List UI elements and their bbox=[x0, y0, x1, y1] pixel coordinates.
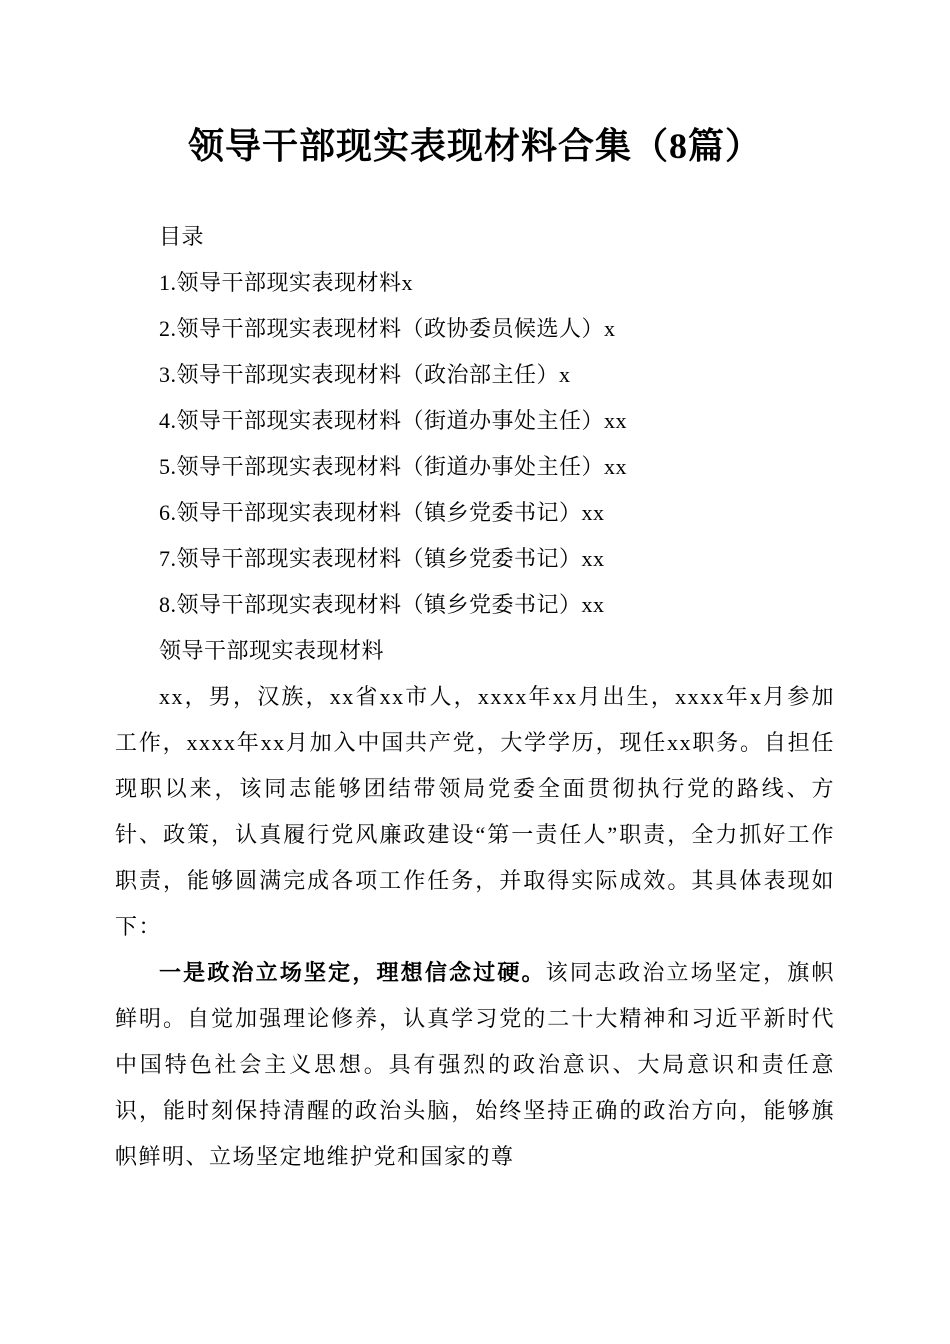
table-of-contents bbox=[115, 214, 835, 628]
toc-item: 8.领导干部现实表现材料（镇乡党委书记）xx bbox=[159, 592, 605, 617]
toc-item: 5.领导干部现实表现材料（街道办事处主任）xx bbox=[159, 454, 628, 479]
toc-item: 3.领导干部现实表现材料（政治部主任）x bbox=[159, 362, 571, 387]
toc-item: 1.领导干部现实表现材料x bbox=[159, 270, 414, 295]
toc-item: 6.领导干部现实表现材料（镇乡党委书记）xx bbox=[159, 500, 605, 525]
section-heading: 领导干部现实表现材料 bbox=[159, 638, 385, 663]
toc-item: 4.领导干部现实表现材料（街道办事处主任）xx bbox=[159, 408, 628, 433]
paragraph-intro: xx，男，汉族，xx省xx市人，xxxx年xx月出生，xxxx年x月参加工作，xxxx年xx月加入中国共产党，大学学历，现任xx职务。自担任现职以来，该同志能够团结带领局党委全面贯彻执行党的路线、方针、政策，认真履行党风廉政建设“第一责任人”职责，全力抓好工作职责，能够圆满完成各项工作任务，并取得实际成效。其具体表现如下： bbox=[115, 684, 835, 939]
toc-item: 7.领导干部现实表现材料（镇乡党委书记）xx bbox=[159, 546, 605, 571]
toc-item: 2.领导干部现实表现材料（政协委员候选人）x bbox=[159, 316, 616, 341]
paragraph-point1-body: 该同志政治立场坚定，旗帜鲜明。自觉加强理论修养，认真学习党的二十大精神和习近平新时代中国特色社会主义思想。具有强烈的政治意识、大局意识和责任意识，能时刻保持清醒的政治头脑，始终坚持正确的政治方向，能够旗帜鲜明、立场坚定地维护党和国家的尊 bbox=[115, 960, 835, 1169]
paragraph-point1-lead: 一是政治立场坚定，理想信念过硬。 bbox=[159, 960, 546, 985]
document-title: 领导干部现实表现材料合集（8篇） bbox=[187, 126, 762, 166]
paragraph-point1 bbox=[115, 950, 835, 1180]
toc-heading: 目录 bbox=[159, 224, 205, 249]
